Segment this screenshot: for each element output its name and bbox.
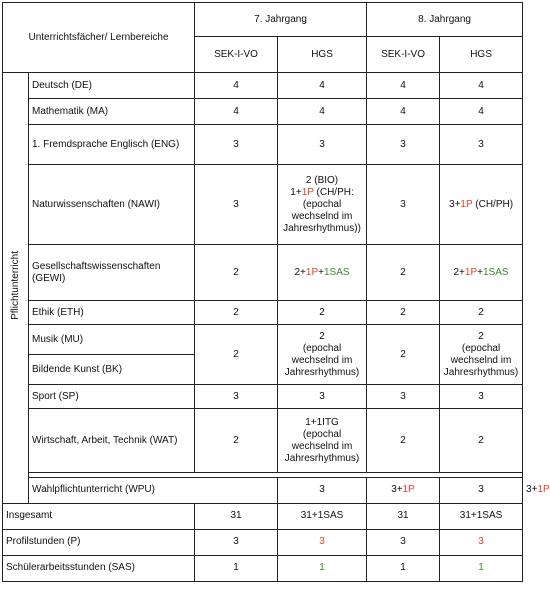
cell-p-7-sek: 3 xyxy=(195,529,278,555)
cell-p-8-sek: 3 xyxy=(367,529,440,555)
cell-ma-7-hgs: 4 xyxy=(278,99,367,125)
cell-de-8-sek: 4 xyxy=(367,73,440,99)
table-row-insgesamt xyxy=(3,503,523,529)
table-row-wat xyxy=(3,409,523,473)
cell-ma-8-sek: 4 xyxy=(367,99,440,125)
row-label-bk: Bildende Kunst (BK) xyxy=(29,355,195,385)
row-label-eth: Ethik (ETH) xyxy=(29,301,195,325)
cell-mubk-8-hgs: 2 (epochal wechselnd im Jahresrhythmus) xyxy=(440,325,523,385)
row-label-sp: Sport (SP) xyxy=(29,385,195,409)
cell-nawi-8-sek: 3 xyxy=(367,165,440,245)
row-label-mu: Musik (MU) xyxy=(29,325,195,355)
cell-mubk-7-hgs: 2 (epochal wechselnd im Jahresrhythmus) xyxy=(278,325,367,385)
table-row-de xyxy=(3,73,523,99)
cell-sp-8-sek: 3 xyxy=(367,385,440,409)
cell-p-7-hgs: 3 xyxy=(278,529,367,555)
curriculum-table xyxy=(2,2,550,582)
cell-sp-7-sek: 3 xyxy=(195,385,278,409)
cell-nawi-7-sek: 3 xyxy=(195,165,278,245)
row-label-profil: Profilstunden (P) xyxy=(3,529,195,555)
table-row-sas xyxy=(3,555,523,581)
year8-hgs-header: HGS xyxy=(440,37,523,73)
cell-wpu-8-sek: 3 xyxy=(440,477,523,503)
year7-header: 7. Jahrgang xyxy=(195,3,367,37)
cell-eth-7-sek: 2 xyxy=(195,301,278,325)
cell-eng-7-sek: 3 xyxy=(195,125,278,165)
table-row-mu xyxy=(3,325,523,355)
cell-nawi-8-hgs: 3+1P (CH/PH) xyxy=(440,165,523,245)
cell-wat-7-sek: 2 xyxy=(195,409,278,473)
row-label-sas: Schülerarbeitsstunden (SAS) xyxy=(3,555,195,581)
cell-eth-8-sek: 2 xyxy=(367,301,440,325)
cell-de-8-hgs: 4 xyxy=(440,73,523,99)
row-label-gewi: Gesellschaftswissenschaften (GEWI) xyxy=(29,245,195,301)
cell-sas-7-sek: 1 xyxy=(195,555,278,581)
cell-eng-8-hgs: 3 xyxy=(440,125,523,165)
cell-mubk-7-sek: 2 xyxy=(195,325,278,385)
cell-sp-8-hgs: 3 xyxy=(440,385,523,409)
pflicht-label: Pflichtunterricht xyxy=(9,251,21,321)
cell-wpu-7-hgs: 3+1P xyxy=(367,477,440,503)
cell-eng-7-hgs: 3 xyxy=(278,125,367,165)
cell-wat-8-sek: 2 xyxy=(367,409,440,473)
cell-ins-8-sek: 31 xyxy=(367,503,440,529)
pflicht-label-cell xyxy=(3,73,29,504)
cell-wpu-7-sek: 3 xyxy=(278,477,367,503)
cell-nawi-7-hgs: 2 (BIO) 1+1P (CH/PH: (epochal wechselnd im Jahresrhythmus)) xyxy=(278,165,367,245)
year8-sek-header: SEK-I-VO xyxy=(367,37,440,73)
cell-sas-7-hgs: 1 xyxy=(278,555,367,581)
row-label-insgesamt: Insgesamt xyxy=(3,503,195,529)
row-label-wpu: Wahlpflichtunterricht (WPU) xyxy=(29,477,278,503)
table-row-eng xyxy=(3,125,523,165)
table-row-gewi xyxy=(3,245,523,301)
cell-mubk-8-sek: 2 xyxy=(367,325,440,385)
table-row-profil xyxy=(3,529,523,555)
year7-hgs-header: HGS xyxy=(278,37,367,73)
cell-ma-7-sek: 4 xyxy=(195,99,278,125)
table-row-nawi xyxy=(3,165,523,245)
year7-sek-header: SEK-I-VO xyxy=(195,37,278,73)
subjects-header: Unterrichtsfächer/ Lernbereiche xyxy=(3,3,195,73)
cell-eth-8-hgs: 2 xyxy=(440,301,523,325)
cell-wat-7-hgs: 1+1ITG (epochal wechselnd im Jahresrhythmus) xyxy=(278,409,367,473)
table-row-eth xyxy=(3,301,523,325)
cell-sas-8-sek: 1 xyxy=(367,555,440,581)
cell-de-7-hgs: 4 xyxy=(278,73,367,99)
cell-wat-8-hgs: 2 xyxy=(440,409,523,473)
table-row-ma xyxy=(3,99,523,125)
cell-de-7-sek: 4 xyxy=(195,73,278,99)
cell-ma-8-hgs: 4 xyxy=(440,99,523,125)
cell-sp-7-hgs: 3 xyxy=(278,385,367,409)
row-label-ma: Mathematik (MA) xyxy=(29,99,195,125)
cell-eth-7-hgs: 2 xyxy=(278,301,367,325)
row-label-nawi: Naturwissenschaften (NAWI) xyxy=(29,165,195,245)
cell-eng-8-sek: 3 xyxy=(367,125,440,165)
cell-gewi-8-sek: 2 xyxy=(367,245,440,301)
cell-sas-8-hgs: 1 xyxy=(440,555,523,581)
row-label-de: Deutsch (DE) xyxy=(29,73,195,99)
row-label-eng: 1. Fremdsprache Englisch (ENG) xyxy=(29,125,195,165)
cell-gewi-7-hgs: 2+1P+1SAS xyxy=(278,245,367,301)
cell-ins-7-sek: 31 xyxy=(195,503,278,529)
year8-header: 8. Jahrgang xyxy=(367,3,523,37)
row-label-wat: Wirtschaft, Arbeit, Technik (WAT) xyxy=(29,409,195,473)
cell-p-8-hgs: 3 xyxy=(440,529,523,555)
table-row-wpu: Wahlpflichtunterricht (WPU) 3 3+1P 3 3+1P xyxy=(3,477,523,503)
cell-ins-7-hgs: 31+1SAS xyxy=(278,503,367,529)
cell-ins-8-hgs: 31+1SAS xyxy=(440,503,523,529)
cell-gewi-8-hgs: 2+1P+1SAS xyxy=(440,245,523,301)
table-row-sp xyxy=(3,385,523,409)
cell-gewi-7-sek: 2 xyxy=(195,245,278,301)
